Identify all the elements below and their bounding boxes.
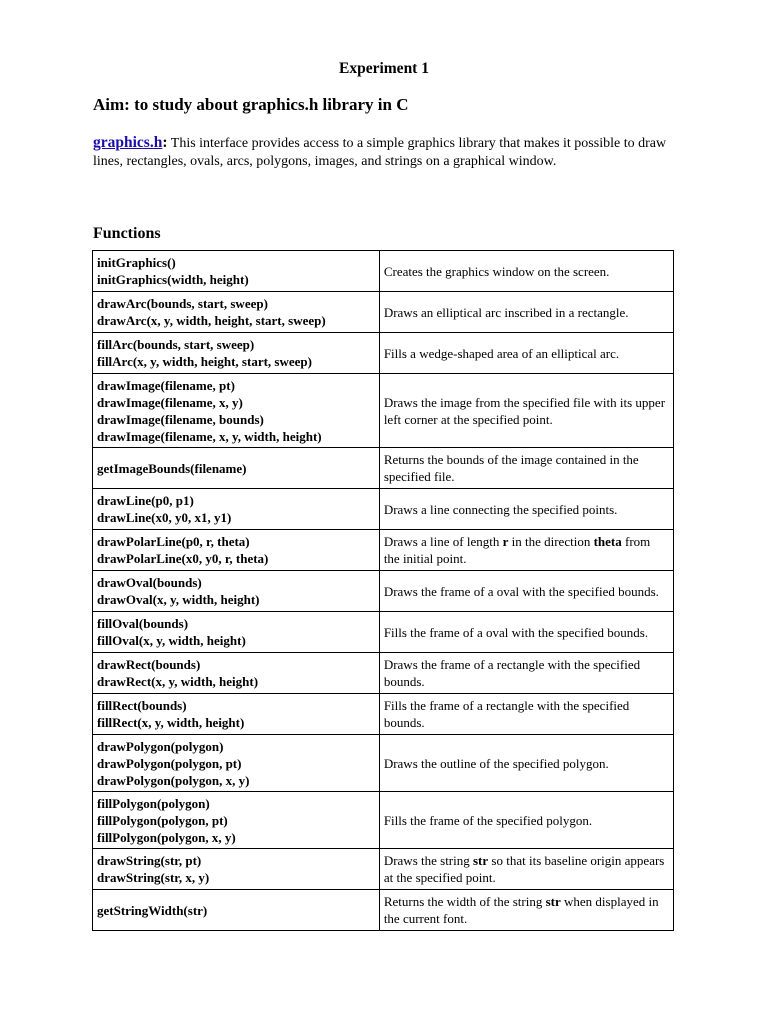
function-signature: drawString(str, x, y) (97, 870, 210, 885)
table-row (93, 612, 674, 653)
function-signature: drawLine(x0, y0, x1, y1) (97, 510, 232, 525)
description-keyword: str (473, 853, 489, 868)
function-signature-cell (93, 374, 380, 448)
description-text: so that its baseline origin appears at the specified point. (383, 853, 665, 885)
description-keyword: r (502, 534, 509, 549)
table-row (93, 571, 674, 612)
function-signature: fillPolygon(polygon, x, y) (97, 829, 236, 845)
function-signature: drawPolygon(polygon, x, y) (97, 772, 250, 788)
description-text: Draws a line of length (383, 534, 503, 549)
function-signature: drawRect(x, y, width, height) (97, 674, 259, 689)
function-signature-cell (93, 694, 380, 735)
description-text: from the initial point. (383, 534, 651, 566)
description-text: Fills the frame of a rectangle with the specified bounds. (383, 698, 630, 730)
function-signature: fillPolygon(polygon, pt) (97, 812, 228, 828)
function-signature-cell (93, 792, 380, 849)
function-signature: drawPolygon(polygon) (97, 738, 224, 754)
function-signature: drawPolygon(polygon, pt) (97, 755, 242, 771)
function-signature-cell (93, 571, 380, 612)
function-signature: fillArc(bounds, start, sweep) (97, 337, 255, 352)
function-description-cell (379, 448, 673, 489)
function-signature: drawLine(p0, p1) (97, 493, 194, 508)
function-description-cell (379, 694, 673, 735)
functions-table (92, 250, 674, 931)
function-signature: fillArc(x, y, width, height, start, sweep) (97, 354, 312, 369)
function-signature: drawPolarLine(p0, r, theta) (97, 534, 250, 549)
function-description-cell (379, 333, 673, 374)
function-description-cell (379, 612, 673, 653)
function-signature: drawImage(filename, bounds) (97, 411, 264, 427)
description-text: in the direction (508, 534, 594, 549)
page-title: Experiment 1 (339, 60, 429, 77)
function-description-cell (379, 530, 673, 571)
function-description-cell (379, 292, 673, 333)
function-signature-cell (93, 849, 380, 890)
function-signature: initGraphics(width, height) (97, 272, 249, 287)
function-signature: drawImage(filename, x, y) (97, 394, 243, 410)
function-signature: fillRect(x, y, width, height) (97, 715, 245, 730)
function-signature: drawRect(bounds) (97, 657, 201, 672)
function-signature: drawArc(x, y, width, height, start, sweep) (97, 313, 326, 328)
table-row (93, 333, 674, 374)
aim-heading: Aim: to study about graphics.h library in C (93, 95, 409, 114)
function-signature: fillOval(bounds) (97, 616, 189, 631)
function-signature: drawImage(filename, pt) (97, 377, 235, 393)
function-description-cell (379, 849, 673, 890)
function-signature: drawString(str, pt) (97, 853, 202, 868)
function-signature: drawOval(x, y, width, height) (97, 592, 260, 607)
function-signature: drawImage(filename, x, y, width, height) (97, 428, 322, 444)
table-row (93, 448, 674, 489)
function-signature-cell (93, 890, 380, 931)
table-row (93, 653, 674, 694)
description-keyword: str (545, 894, 561, 909)
table-row (93, 374, 674, 448)
function-description-cell (379, 653, 673, 694)
function-signature: getImageBounds(filename) (97, 460, 247, 476)
graphics-h-link[interactable]: graphics.h (93, 134, 163, 151)
description-text: Creates the graphics window on the screen. (383, 263, 610, 279)
function-signature-cell (93, 448, 380, 489)
function-signature-cell (93, 530, 380, 571)
table-row (93, 792, 674, 849)
table-row (93, 694, 674, 735)
description-text: Draws the outline of the specified polygon. (383, 755, 609, 771)
function-signature-cell (93, 653, 380, 694)
description-text: when displayed in the current font. (383, 894, 659, 926)
function-signature: drawArc(bounds, start, sweep) (97, 296, 268, 311)
function-description-cell (379, 735, 673, 792)
description-text: Draws a line connecting the specified points. (383, 501, 618, 517)
description-keyword: theta (593, 534, 622, 549)
function-signature: fillPolygon(polygon) (97, 795, 210, 811)
description-text: Returns the width of the string (383, 894, 546, 909)
table-row (93, 735, 674, 792)
function-signature: fillOval(x, y, width, height) (97, 633, 246, 648)
function-description-cell (379, 374, 673, 448)
function-signature: fillRect(bounds) (97, 698, 187, 713)
description-text: Fills the frame of a oval with the specified bounds. (383, 624, 649, 640)
description-text: Draws an elliptical arc inscribed in a rectangle. (383, 304, 629, 320)
intro-colon: : (162, 134, 168, 151)
table-row (93, 890, 674, 931)
description-text: Returns the bounds of the image contained in the specified file. (383, 452, 639, 484)
description-text: Draws the string (383, 853, 473, 868)
description-text: Draws the image from the specified file with its upper left corner at the specified point. (383, 394, 666, 427)
function-description-cell (379, 489, 673, 530)
table-row (93, 530, 674, 571)
function-signature-cell (93, 489, 380, 530)
function-description-cell (379, 792, 673, 849)
intro-paragraph (93, 134, 683, 170)
function-signature: drawOval(bounds) (97, 575, 202, 590)
description-text: Fills the frame of the specified polygon. (383, 812, 593, 828)
function-signature-cell (93, 735, 380, 792)
intro-text: This interface provides access to a simple graphics library that makes it possible to draw lines, rectangles, ovals, arcs, polygons, images, and strings on a graphical window. (93, 136, 667, 169)
table-row (93, 849, 674, 890)
function-signature-cell (93, 292, 380, 333)
function-description-cell (379, 251, 673, 292)
table-row (93, 251, 674, 292)
table-row (93, 489, 674, 530)
function-description-cell (379, 571, 673, 612)
function-signature: getStringWidth(str) (97, 902, 208, 918)
description-text: Draws the frame of a rectangle with the specified bounds. (383, 657, 641, 689)
description-text: Draws the frame of a oval with the specified bounds. (383, 583, 659, 599)
table-row (93, 292, 674, 333)
function-signature-cell (93, 251, 380, 292)
function-signature-cell (93, 333, 380, 374)
function-signature-cell (93, 612, 380, 653)
function-signature: initGraphics() (97, 255, 176, 270)
function-signature: drawPolarLine(x0, y0, r, theta) (97, 551, 269, 566)
function-description-cell (379, 890, 673, 931)
description-text: Fills a wedge-shaped area of an elliptical arc. (383, 345, 620, 361)
functions-heading: Functions (93, 225, 161, 242)
